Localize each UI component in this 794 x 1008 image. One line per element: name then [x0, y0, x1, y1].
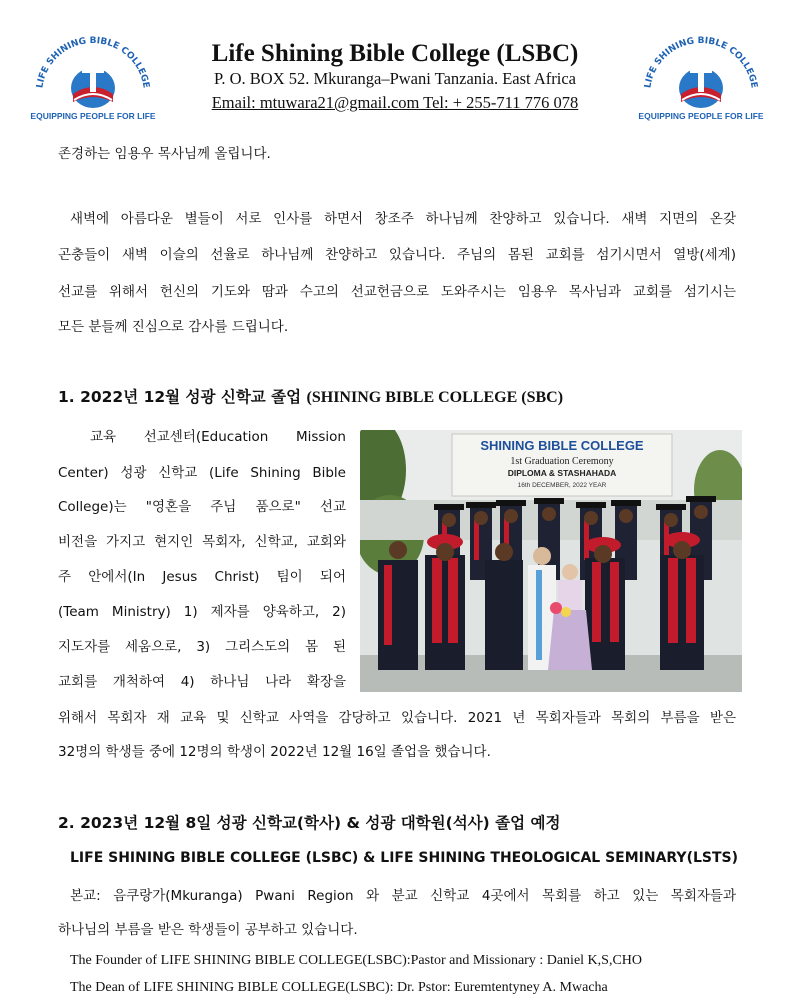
section1-body-line: 위해서 목회자 재 교육 및 신학교 사역을 감당하고 있습니다. 2021 년 목회자들과 목회의 부름을 받은	[58, 710, 736, 726]
intro-line: 곤충들이 새벽 이슬의 선율로 하나님께 찬양하고 있습니다. 주님의 몸된 교회를 섬기시면서 열방(세계)	[58, 247, 736, 263]
intro-line: 선교를 위해서 헌신의 기도와 땀과 수고의 선교헌금으로 도와주시는 임용우 목사님과 교회를 섬기시는	[58, 284, 736, 300]
section1-body-line: 교육 선교센터(Education Mission	[90, 429, 346, 445]
section2-body-line: 본교: 음쿠랑가(Mkuranga) Pwani Region 와 분교 신학교 4곳에서 목회를 하고 있는 목회자들과	[70, 888, 736, 904]
dean-line: The Dean of LIFE SHINING BIBLE COLLEGE(LSBC): Dr. Pstor: Euremtentyney A. Mwacha	[70, 980, 608, 995]
section1-body-line: 32명의 학생들 중에 12명의 학생이 2022년 12월 16일 졸업을 했습니다.	[58, 744, 491, 760]
intro-line: 모든 분들께 진심으로 감사를 드립니다.	[58, 319, 289, 335]
section1-body-line: 지도자를 세움으로, 3) 그리스도의 몸 된	[58, 639, 346, 655]
logo-ring-text: LIFE SHINING BIBLE COLLEGE	[643, 35, 759, 89]
logo-ring-text: LIFE SHINING BIBLE COLLEGE	[35, 35, 151, 89]
college-logo-left	[28, 30, 158, 125]
logo-tagline: EQUIPPING PEOPLE FOR LIFE	[638, 111, 764, 121]
greeting-line: 존경하는 임용우 목사님께 올립니다.	[58, 146, 271, 162]
intro-line: 새벽에 아름다운 별들이 서로 인사를 하면서 창조주 하나님께 찬양하고 있습니다. 새벽 지면의 온갖	[70, 211, 736, 227]
banner-title: SHINING BIBLE COLLEGE	[480, 438, 644, 453]
section1-body-line: (Team Ministry) 1) 제자를 양육하고, 2)	[58, 604, 346, 620]
college-title: Life Shining Bible College (LSBC)	[211, 40, 579, 67]
section2-body-line: 하나님의 부름을 받은 학생들이 공부하고 있습니다.	[58, 922, 358, 938]
section1-body-line: 주 안에서(In Jesus Christ) 팀이 되어	[58, 569, 346, 585]
section1-body-line: 교회를 개척하여 4) 하나님 나라 확장을	[58, 674, 346, 690]
graduation-photo	[360, 430, 742, 692]
section1-heading	[58, 385, 563, 407]
college-logo-right	[636, 30, 766, 125]
banner-line: 1st Graduation Ceremony	[510, 456, 614, 467]
banner-line: DIPLOMA & STASHAHADA	[507, 468, 617, 478]
section1-body-line: College)는 "영혼을 주님 품으로" 선교	[58, 499, 346, 515]
section2-heading: 2. 2023년 12월 8일 성광 신학교(학사) & 성광 대학원(석사) 졸업 예정	[58, 814, 561, 832]
section1-heading-en: (SHINING BIBLE COLLEGE (SBC)	[306, 389, 564, 406]
section2-subheading: LIFE SHINING BIBLE COLLEGE (LSBC) & LIFE SHINING THEOLOGICAL SEMINARY(LSTS)	[70, 850, 739, 866]
contact-line: Email: mtuwara21@gmail.com Tel: + 255-711 776 078	[211, 93, 579, 112]
section1-body-line: Center) 성광 신학교 (Life Shining Bible	[58, 465, 346, 481]
founder-line: The Founder of LIFE SHINING BIBLE COLLEGE(LSBC):Pastor and Missionary : Daniel K,S,CHO	[70, 953, 643, 968]
banner-line: 16th DECEMBER, 2022 YEAR	[517, 482, 607, 489]
section1-body-line: 비전을 가지고 현지인 목회자, 신학교, 교회와	[58, 534, 346, 550]
postal-address: P. O. BOX 52. Mkuranga–Pwani Tanzania. East Africa	[214, 69, 576, 88]
logo-tagline: EQUIPPING PEOPLE FOR LIFE	[30, 111, 156, 121]
section1-heading-ko: 1. 2022년 12월 성광 신학교 졸업	[58, 388, 307, 406]
